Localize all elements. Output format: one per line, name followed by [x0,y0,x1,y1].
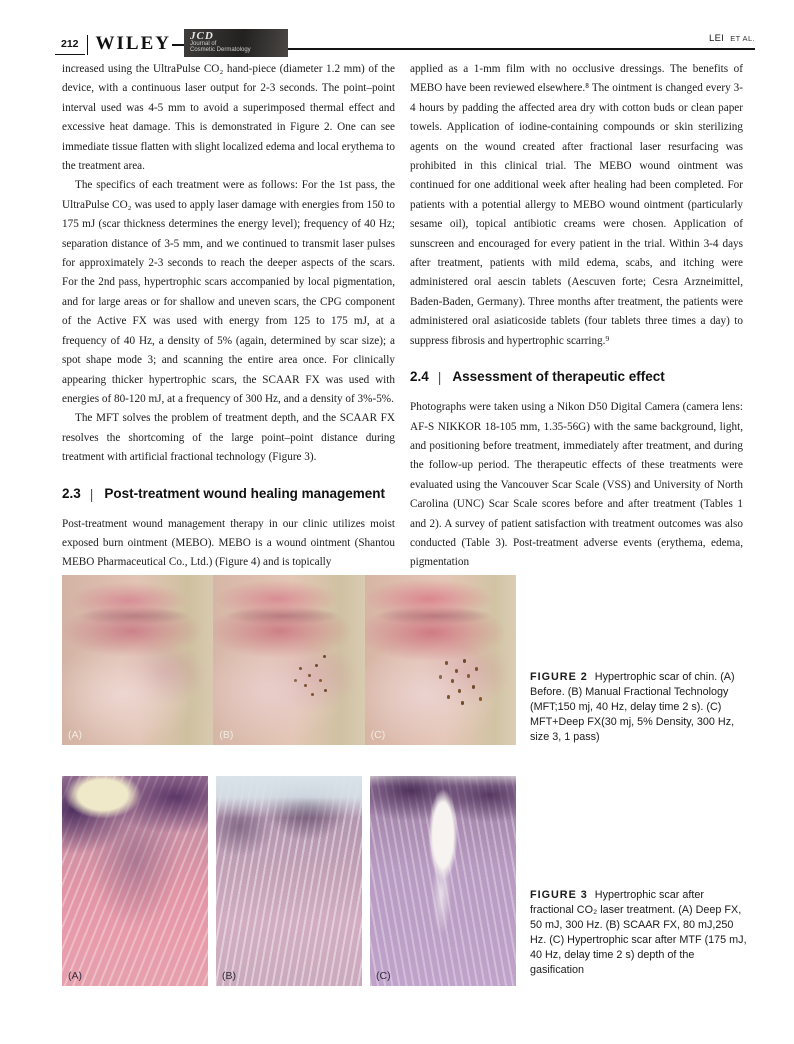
running-head [709,28,755,46]
figure-2-caption [530,670,750,745]
left-column [62,60,395,573]
section-title: Assessment of therapeutic effect [452,369,665,385]
figure-3-panel-b [216,776,362,986]
panel-label-b: (B) [219,729,234,741]
right-column [410,60,743,573]
paragraph: The MFT solves the problem of treatment depth, and the SCAAR FX resolves the shortcoming of the large point–point distance during treatment with artificial fractional technology (Figure 3). [62,412,395,464]
paragraph: The specifics of each treatment were as follows: For the 1st pass, the UltraPulse CO₂ was used to apply laser damage with energies from 150 to 175 mJ (scar thickness determines the energy level); frequency of 40 Hz; separation distance of 3-5 mm, and we continued to transmit laser pulses for approximately 2-3 seconds to reach the deeper aspects of the scars. For the 2nd pass, hypertrophic scars accompanied by local pigmentation, and for large areas or for shallow and uneven scars, the CPG component of the Active FX was used with energy from 125 to 175 mJ, at a frequency of 40 Hz, a density of 5% (again, determined by scar size); a spot shape mode 3; and scanning the entire area once. For clinically appearing thicker hypertrophic scars, the SCAAR FX was used with energies of 80-120 mJ, at a frequency of 300 Hz, and a density of 3%-5%. [62,179,395,405]
figure-2-panel-a [62,575,213,745]
header-divider [87,35,88,55]
section-title: Post-treatment wound healing management [104,485,385,501]
paragraph: increased using the UltraPulse CO₂ hand-piece (diameter 1.2 mm) of the device, with a continuous laser output for 2-3 seconds. The point–point interval used was 4-5 mm to avoid a superimposed thermal effect and excessive heat damage. This is demonstrated in Figure 2. One can see immediate tissue flatten with slight localized edema and local erythema to the treatment area. [62,63,395,173]
header-dash [172,44,184,46]
running-head-etal: ET AL. [730,34,755,43]
section-heading-2-3 [62,486,395,502]
panel-label-a: (A) [68,970,82,982]
figure-3-image [62,776,516,986]
paragraph: applied as a 1-mm film with no occlusive dressings. The benefits of MEBO have been reviewed elsewhere.⁸ The ointment is changed every 3-4 hours by padding the affected area dry with cotton buds or clean paper towels. Application of iodine-containing compounds or skin sterilizing agents on the wound created after fractional laser resurfacing was prohibited in this clinical trial. The MEBO wound ointment was continued for one additional week after healing had been completed. For patients with a potential allergy to MEBO wound ointment (particularly sesame oil), topical antibiotic creams were chosen. Application of sunscreen and encouraged for every patient in the trial. Within 3-4 days after treatment, patients with mild edema, scabs, and itching were administered oral aescin tablets (Aescuven forte; Cesra Arzneimittel, Baden-Baden, Germany). Three months after treatment, the patients were administered oral asiaticoside tablets (four tablets three times a day) to suppress fibrosis and hypertrophic scarring.⁹ [410,63,743,347]
journal-logo-line1: Journal of [190,41,217,47]
panel-label-c: (C) [376,970,391,982]
page-header [55,20,755,58]
figure-2-panel-c [365,575,516,745]
journal-logo-line2: Cosmetic Dermatology [190,47,251,53]
header-rule [288,18,755,50]
figure-3-panel-a [62,776,208,986]
figure-3-caption [530,888,750,978]
figure-2-label: FIGURE 2 [530,671,588,683]
figure-3-panel-c [370,776,516,986]
paragraph: Photographs were taken using a Nikon D50 Digital Camera (camera lens: AF-S NIKKOR 18-105 mm, 1.35-56G) with the same background, light, and positioning before treatment, immediately after treatment, and during the follow-up period. The therapeutic effects of these treatments were evaluated using the Vancouver Scar Scale (VSS) and University of North Carolina (UNC) Scar Scale scores before and after treatment (Tables 1 and 2). A survey of patient satisfaction with treatment outcomes was also conducted (Table 3). Post-treatment adverse events (erythema, edema, pigmentation [410,401,743,569]
wiley-logo: WILEY [95,33,171,54]
page-number: 212 [55,38,85,55]
figure-2-image [62,575,516,745]
figure-2-panel-b [213,575,364,745]
panel-label-b: (B) [222,970,236,982]
journal-logo [184,29,288,57]
section-separator: | [437,369,442,386]
running-head-authors: LEI [709,33,725,44]
figure-3-caption-text: Hypertrophic scar after fractional CO₂ laser treatment. (A) Deep FX, 50 mJ, 300 Hz. (B) SCAAR FX, 80 mJ,250 Hz. (C) Hypertrophic scar after MTF (175 mJ, 40 Hz, delay time 2 s) depth of the gasification [530,889,747,976]
section-heading-2-4 [410,369,743,385]
figure-2-caption-text: Hypertrophic scar of chin. (A) Before. (B) Manual Fractional Technology (MFT;150 mj, 40 Hz, delay time 2 s). (C) MFT+Deep FX(30 mj, 5% Density, 300 Hz, size 3, 1 pass) [530,671,735,743]
panel-label-a: (A) [68,729,82,741]
section-number: 2.4 [410,369,429,385]
section-separator: | [89,485,94,502]
section-number: 2.3 [62,485,81,501]
journal-logo-abbr: JCD [190,30,214,42]
paragraph: Post-treatment wound management therapy in our clinic utilizes moist exposed burn ointment (MEBO). MEBO is a wound ointment (Shantou MEBO Pharmaceutical Co., Ltd.) (Figure 4) and is topically [62,517,395,569]
panel-label-c: (C) [370,729,386,741]
figure-3-label: FIGURE 3 [530,889,588,901]
